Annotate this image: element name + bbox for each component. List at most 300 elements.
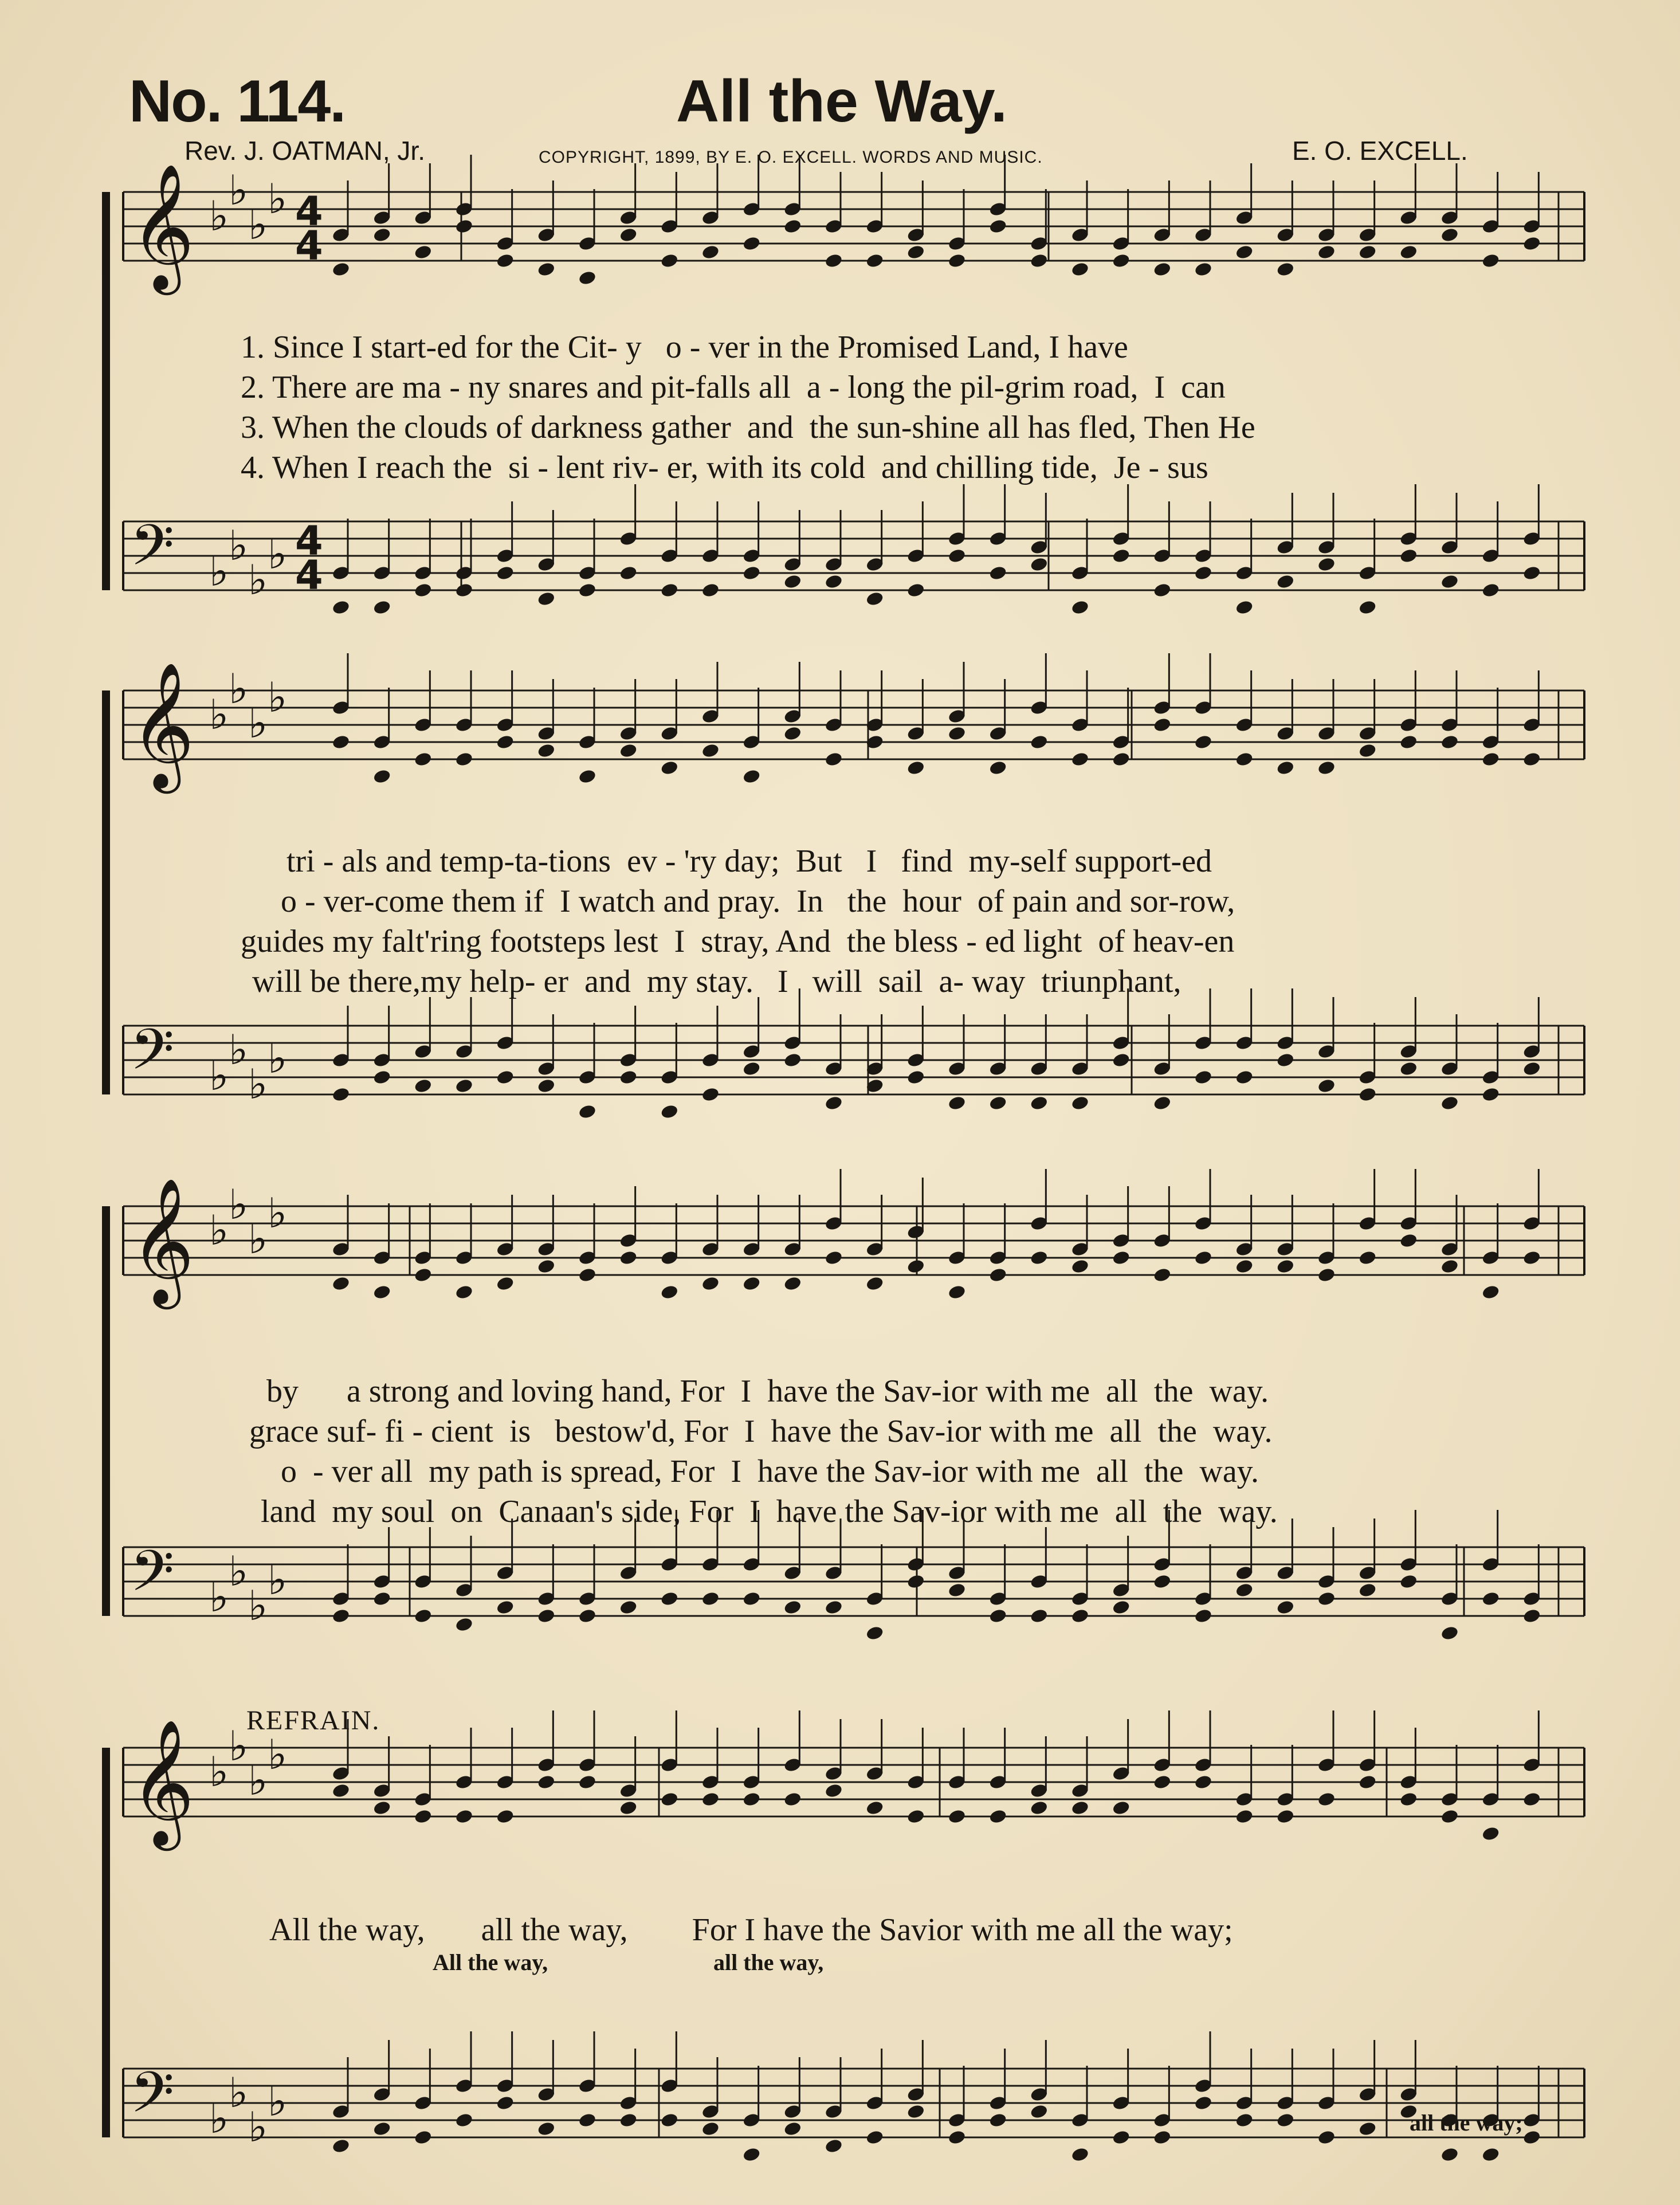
notehead — [1481, 1591, 1500, 1607]
refrain-label: REFRAIN. — [246, 1705, 380, 1736]
notehead — [578, 1774, 596, 1790]
flat-icon: ♭ — [209, 690, 229, 739]
notehead — [1276, 574, 1295, 590]
notehead — [1317, 556, 1336, 572]
notehead — [331, 1276, 350, 1292]
notehead — [1358, 1086, 1377, 1102]
notehead — [619, 743, 638, 759]
notehead — [1440, 734, 1459, 750]
notehead — [1481, 582, 1500, 598]
refrain-echo-2: all the way, — [713, 1949, 824, 1975]
time-signature: 4 — [295, 552, 323, 599]
flat-icon: ♭ — [209, 547, 229, 595]
notehead — [1153, 582, 1172, 598]
flat-icon: ♭ — [209, 192, 229, 240]
notehead — [496, 1599, 515, 1615]
notehead — [454, 751, 473, 767]
notehead — [331, 1783, 350, 1799]
notehead — [1358, 244, 1377, 260]
notehead — [414, 1267, 433, 1283]
notehead — [414, 582, 433, 598]
notehead — [1030, 1250, 1049, 1266]
flat-icon: ♭ — [268, 1731, 287, 1779]
notehead — [1440, 1095, 1459, 1111]
notehead — [454, 1284, 473, 1300]
notehead — [660, 1591, 679, 1607]
notehead — [988, 218, 1007, 234]
notehead — [865, 1276, 884, 1292]
notehead — [1358, 743, 1377, 759]
notehead — [783, 574, 802, 590]
flat-icon: ♭ — [229, 166, 248, 214]
notehead — [865, 2129, 884, 2145]
system1-verse-2: 2. There are ma - ny snares and pit-falls all a - long the pil-grim road, I can — [241, 370, 1226, 405]
notehead — [1440, 1258, 1459, 1274]
notehead — [496, 734, 515, 750]
notehead — [701, 2121, 720, 2137]
notehead — [372, 2121, 391, 2137]
notehead — [1070, 599, 1089, 615]
flat-icon: ♭ — [229, 1026, 248, 1074]
flat-icon: ♭ — [209, 1206, 229, 1254]
notehead — [537, 1078, 556, 1094]
notehead — [947, 1095, 966, 1111]
notehead — [1194, 1774, 1212, 1790]
treble-clef-icon: 𝄞 — [130, 163, 195, 289]
flat-icon: ♭ — [268, 1034, 287, 1082]
flat-icon: ♭ — [229, 1722, 248, 1770]
bass-clef-icon: 𝄢 — [130, 1017, 175, 1097]
notehead — [660, 1791, 679, 1807]
flat-icon: ♭ — [209, 2094, 229, 2143]
notehead — [701, 1591, 720, 1607]
notehead — [1522, 1061, 1541, 1077]
notehead — [1112, 1599, 1131, 1615]
notehead — [660, 253, 679, 269]
notehead — [1276, 1808, 1295, 1825]
notehead — [578, 270, 596, 286]
notehead — [701, 582, 720, 598]
notehead — [824, 1250, 843, 1266]
notehead — [906, 1574, 925, 1590]
notehead — [619, 1069, 638, 1085]
notehead — [454, 582, 473, 598]
time-signature: 4 — [295, 222, 323, 269]
notehead — [1070, 1258, 1089, 1274]
notehead — [824, 1599, 843, 1615]
notehead — [988, 1608, 1007, 1624]
flat-icon: ♭ — [209, 1052, 229, 1100]
notehead — [619, 2112, 638, 2128]
notehead — [578, 768, 596, 784]
flat-icon: ♭ — [229, 665, 248, 713]
time-signature: 4 — [295, 517, 323, 564]
notehead — [1399, 1061, 1418, 1077]
notehead — [578, 1104, 596, 1120]
notehead — [1235, 1258, 1254, 1274]
notehead — [1276, 1258, 1295, 1274]
system2-verse-1: tri - als and temp-ta-tions ev - 'ry day; But I find my-self support-ed — [286, 843, 1212, 879]
notehead — [701, 1276, 720, 1292]
notehead — [537, 261, 556, 277]
notehead — [906, 2104, 925, 2120]
notehead — [1481, 2147, 1500, 2163]
system1-verse-3: 3. When the clouds of darkness gather and the sun-shine all has fled, Then He — [241, 410, 1255, 445]
notehead — [414, 751, 433, 767]
notehead — [1030, 1608, 1049, 1624]
notehead — [947, 1808, 966, 1825]
notehead — [1070, 2147, 1089, 2163]
flat-icon: ♭ — [248, 201, 268, 249]
notehead — [1481, 1086, 1500, 1102]
notehead — [578, 1267, 596, 1283]
notehead — [537, 2121, 556, 2137]
notehead — [414, 1808, 433, 1825]
notehead — [1358, 1250, 1377, 1266]
notehead — [1317, 1078, 1336, 1094]
notehead — [1235, 1582, 1254, 1598]
notehead — [537, 1774, 556, 1790]
notehead — [824, 1783, 843, 1799]
flat-icon: ♭ — [248, 699, 268, 747]
notehead — [1153, 717, 1172, 733]
flat-icon: ♭ — [248, 1060, 268, 1108]
notehead — [372, 227, 391, 243]
system3-verse-3: o - ver all my path is spread, For I have the Sav-ior with me all the way. — [281, 1454, 1259, 1489]
notehead — [1481, 1284, 1500, 1300]
notehead — [1522, 236, 1541, 252]
hymn-number: No. 114. — [129, 68, 346, 135]
notehead — [906, 244, 925, 260]
notehead — [372, 1069, 391, 1085]
notehead — [906, 582, 925, 598]
system3-verse-1: by a strong and loving hand, For I have the Sav-ior with me all the way. — [266, 1374, 1269, 1409]
notehead — [947, 253, 966, 269]
notehead — [372, 599, 391, 615]
notehead — [414, 2129, 433, 2145]
notehead — [824, 574, 843, 590]
notehead — [1358, 2121, 1377, 2137]
notehead — [454, 1808, 473, 1825]
notehead — [1522, 565, 1541, 581]
notehead — [537, 1258, 556, 1274]
flat-icon: ♭ — [268, 2077, 287, 2125]
notehead — [537, 743, 556, 759]
notehead — [988, 1808, 1007, 1825]
notehead — [742, 768, 761, 784]
notehead — [1235, 1808, 1254, 1825]
notehead — [1030, 1800, 1049, 1816]
flat-icon: ♭ — [229, 1547, 248, 1595]
notehead — [742, 1276, 761, 1292]
treble-clef-icon: 𝄞 — [130, 661, 195, 788]
notehead — [1317, 2129, 1336, 2145]
notehead — [1358, 1582, 1377, 1598]
notehead — [1235, 244, 1254, 260]
notehead — [414, 1078, 433, 1094]
notehead — [1440, 227, 1459, 243]
notehead — [1112, 1800, 1131, 1816]
notehead — [824, 1095, 843, 1111]
notehead — [742, 565, 761, 581]
notehead — [1194, 1069, 1212, 1085]
notehead — [824, 751, 843, 767]
notehead — [1194, 1250, 1212, 1266]
notehead — [414, 244, 433, 260]
notehead — [988, 1095, 1007, 1111]
notehead — [1070, 751, 1089, 767]
notehead — [660, 1284, 679, 1300]
notehead — [331, 599, 350, 615]
notehead — [496, 1808, 515, 1825]
notehead — [331, 261, 350, 277]
notehead — [1030, 253, 1049, 269]
notehead — [1112, 2129, 1131, 2145]
notehead — [1399, 548, 1418, 564]
notehead — [906, 1258, 925, 1274]
notehead — [331, 1608, 350, 1624]
notehead — [947, 725, 966, 741]
notehead — [1235, 2112, 1254, 2128]
flat-icon: ♭ — [268, 530, 287, 578]
notehead — [988, 1267, 1007, 1283]
system2-verse-2: o - ver-come them if I watch and pray. In the hour of pain and sor-row, — [281, 884, 1235, 919]
notehead — [578, 582, 596, 598]
flat-icon: ♭ — [248, 1756, 268, 1804]
notehead — [454, 1617, 473, 1633]
notehead — [454, 218, 473, 234]
notehead — [865, 253, 884, 269]
notehead — [1030, 2104, 1049, 2120]
notehead — [1194, 734, 1212, 750]
notehead — [1440, 2147, 1459, 2163]
notehead — [1194, 565, 1212, 581]
notehead — [496, 1069, 515, 1085]
notehead — [1194, 1608, 1212, 1624]
notehead — [1070, 1800, 1089, 1816]
notehead — [947, 1582, 966, 1598]
system3-verse-2: grace suf- fi - cient is bestow'd, For I have the Sav-ior with me all the way. — [249, 1414, 1273, 1449]
notehead — [742, 236, 761, 252]
flat-icon: ♭ — [209, 1748, 229, 1796]
notehead — [1317, 244, 1336, 260]
notehead — [578, 2112, 596, 2128]
notehead — [1112, 751, 1131, 767]
notehead — [1522, 1608, 1541, 1624]
notehead — [496, 2095, 515, 2111]
notehead — [906, 760, 925, 776]
notehead — [1153, 1095, 1172, 1111]
notehead — [1317, 1267, 1336, 1283]
flat-icon: ♭ — [248, 1215, 268, 1263]
notehead — [331, 1086, 350, 1102]
system2-verse-4: will be there,my help- er and my stay. I will sail a- way triunphant, — [252, 964, 1182, 999]
notehead — [1030, 1095, 1049, 1111]
notehead — [1153, 1574, 1172, 1590]
notehead — [619, 565, 638, 581]
flat-icon: ♭ — [209, 1573, 229, 1621]
notehead — [496, 565, 515, 581]
notehead — [1522, 751, 1541, 767]
notehead — [1235, 599, 1254, 615]
notehead — [1276, 760, 1295, 776]
notehead — [701, 1086, 720, 1102]
flat-icon: ♭ — [229, 1180, 248, 1229]
notehead — [988, 565, 1007, 581]
notehead — [496, 253, 515, 269]
copyright-notice: COPYRIGHT, 1899, BY E. O. EXCELL. WORDS AND MUSIC. — [539, 148, 1043, 167]
author-credit: Rev. J. OATMAN, Jr. — [185, 136, 425, 166]
notehead — [660, 1104, 679, 1120]
notehead — [783, 1276, 802, 1292]
system1-verse-1: 1. Since I start-ed for the Cit- y o - ver in the Promised Land, I have — [241, 329, 1128, 365]
notehead — [1194, 2095, 1212, 2111]
notehead — [619, 1599, 638, 1615]
notehead — [906, 1808, 925, 1825]
notehead — [1194, 261, 1212, 277]
flat-icon: ♭ — [248, 556, 268, 604]
notehead — [783, 725, 802, 741]
notehead — [947, 1284, 966, 1300]
notehead — [372, 1591, 391, 1607]
time-signature: 4 — [295, 188, 323, 235]
notehead — [1358, 599, 1377, 615]
notehead — [619, 1800, 638, 1816]
notehead — [988, 2112, 1007, 2128]
notehead — [1153, 1267, 1172, 1283]
flat-icon: ♭ — [268, 1189, 287, 1237]
notehead — [454, 2112, 473, 2128]
notehead — [701, 244, 720, 260]
notehead — [742, 1061, 761, 1077]
notehead — [1153, 1774, 1172, 1790]
treble-clef-icon: 𝄞 — [130, 1719, 195, 1845]
notehead — [947, 2129, 966, 2145]
notehead — [947, 548, 966, 564]
notehead — [783, 1599, 802, 1615]
notehead — [1358, 1774, 1377, 1790]
notehead — [824, 2138, 843, 2154]
notehead — [1070, 1095, 1089, 1111]
bass-clef-icon: 𝄢 — [130, 1539, 175, 1618]
refrain-lyric: All the way, all the way, For I have the Savior with me all the way; — [269, 1912, 1233, 1948]
notehead — [1481, 751, 1500, 767]
system3-verse-4: land my soul on Canaan's side, For I have the Sav-ior with me all the way. — [261, 1494, 1278, 1529]
notehead — [1070, 261, 1089, 277]
notehead — [1317, 1791, 1336, 1807]
notehead — [1030, 734, 1049, 750]
treble-clef-icon: 𝄞 — [130, 1177, 195, 1304]
notehead — [1399, 1233, 1418, 1249]
hymn-title: All the Way. — [676, 68, 1007, 135]
notehead — [1522, 1791, 1541, 1807]
flat-icon: ♭ — [229, 521, 248, 570]
notehead — [865, 1800, 884, 1816]
notehead — [1317, 1591, 1336, 1607]
notehead — [372, 768, 391, 784]
notehead — [372, 1284, 391, 1300]
notehead — [372, 1800, 391, 1816]
flat-icon: ♭ — [248, 2103, 268, 2151]
notehead — [1481, 253, 1500, 269]
notehead — [906, 1069, 925, 1085]
notehead — [783, 2121, 802, 2137]
notehead — [537, 1608, 556, 1624]
notehead — [1399, 734, 1418, 750]
notehead — [1112, 1052, 1131, 1068]
notehead — [619, 1250, 638, 1266]
flat-icon: ♭ — [229, 2069, 248, 2117]
notehead — [537, 591, 556, 607]
notehead — [1153, 261, 1172, 277]
refrain-echo-1: All the way, — [433, 1949, 548, 1975]
notehead — [988, 760, 1007, 776]
notehead — [1522, 2129, 1541, 2145]
notehead — [1276, 1599, 1295, 1615]
bass-clef-icon: 𝄢 — [130, 513, 175, 593]
notehead — [865, 1625, 884, 1641]
notehead — [1112, 1250, 1131, 1266]
flat-icon: ♭ — [268, 673, 287, 721]
notehead — [1399, 1574, 1418, 1590]
notehead — [578, 1608, 596, 1624]
notehead — [1399, 1791, 1418, 1807]
notehead — [1276, 1052, 1295, 1068]
notehead — [1522, 1250, 1541, 1266]
notehead — [742, 2147, 761, 2163]
refrain-echo-3: all the way; — [1410, 2110, 1523, 2136]
notehead — [783, 218, 802, 234]
notehead — [454, 1078, 473, 1094]
notehead — [1112, 548, 1131, 564]
notehead — [1112, 253, 1131, 269]
notehead — [1399, 244, 1418, 260]
notehead — [331, 2138, 350, 2154]
bass-clef-icon: 𝄢 — [130, 2060, 175, 2140]
notehead — [660, 2112, 679, 2128]
notehead — [619, 227, 638, 243]
flat-icon: ♭ — [268, 175, 287, 223]
notehead — [496, 1276, 515, 1292]
notehead — [1440, 1808, 1459, 1825]
notehead — [1440, 574, 1459, 590]
notehead — [783, 1052, 802, 1068]
system1-verse-4: 4. When I reach the si - lent riv- er, with its cold and chilling tide, Je - sus — [241, 450, 1208, 485]
notehead — [660, 760, 679, 776]
notehead — [1030, 556, 1049, 572]
notehead — [1440, 1625, 1459, 1641]
notehead — [414, 1608, 433, 1624]
notehead — [1481, 1826, 1500, 1842]
notehead — [1070, 1608, 1089, 1624]
composer-credit: E. O. EXCELL. — [1292, 136, 1468, 166]
notehead — [331, 734, 350, 750]
notehead — [824, 253, 843, 269]
notehead — [701, 1791, 720, 1807]
notehead — [1276, 2112, 1295, 2128]
notehead — [1153, 2129, 1172, 2145]
notehead — [865, 591, 884, 607]
notehead — [783, 1791, 802, 1807]
notehead — [742, 1791, 761, 1807]
notehead — [742, 1591, 761, 1607]
notehead — [1235, 1069, 1254, 1085]
flat-icon: ♭ — [248, 1582, 268, 1630]
system2-verse-3: guides my falt'ring footsteps lest I stray, And the bless - ed light of heav-en — [241, 924, 1235, 959]
notehead — [1276, 261, 1295, 277]
notehead — [660, 582, 679, 598]
notehead — [701, 743, 720, 759]
